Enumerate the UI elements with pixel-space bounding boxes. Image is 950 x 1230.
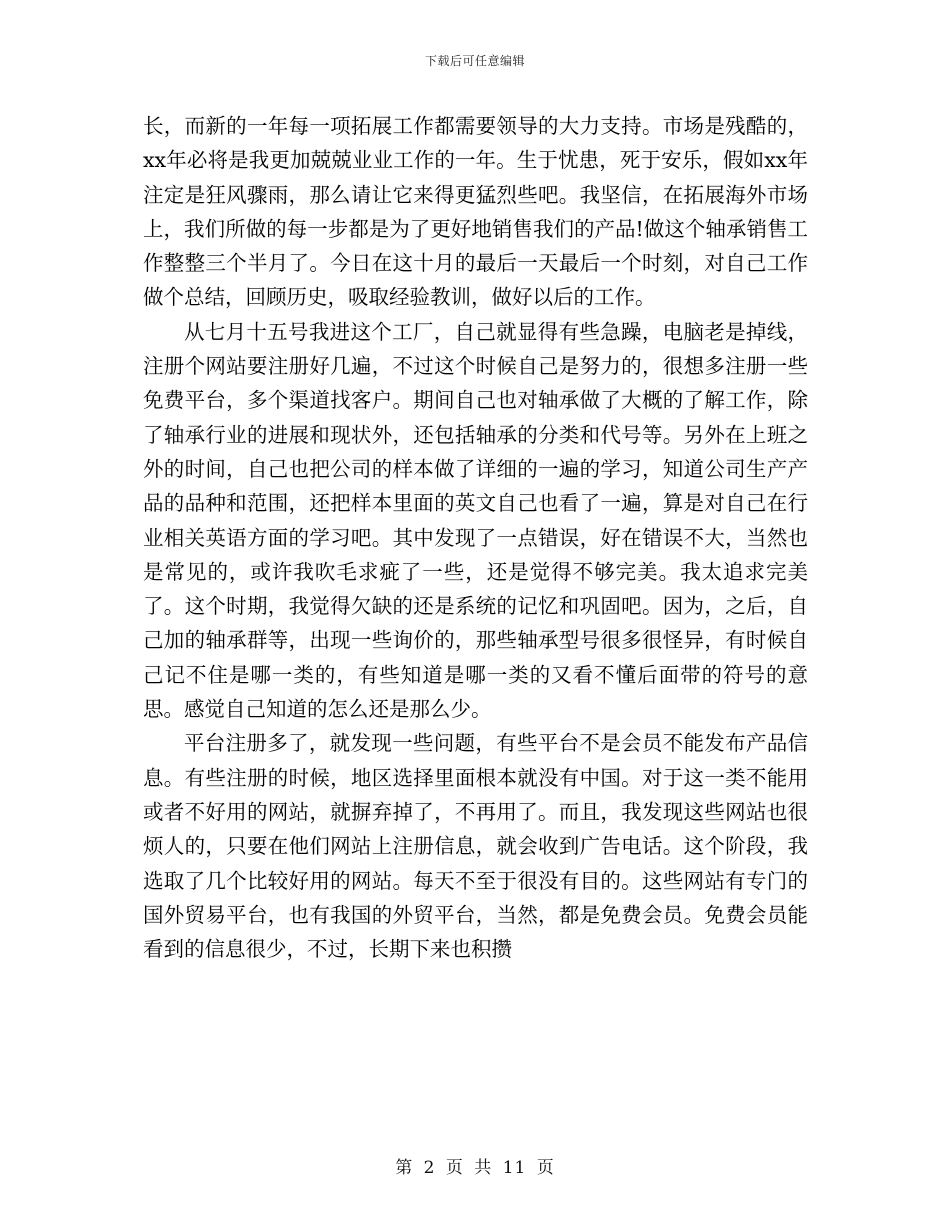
paragraph-2: 从七月十五号我进这个工厂，自己就显得有些急躁，电脑老是掉线，注册个网站要注册好几遍，不过这个时候自己是努力的，很想多注册一些免费平台，多个渠道找客户。期间自己也对轴承做了大概的了解工作，除了轴承行业的进展和现状外，还包括轴承的分类和代号等。另外在上班之外的时间，自己也把公司的样本做了详细的一遍的学习，知道公司生产产品的品种和范围，还把样本里面的英文自己也看了一遍，算是对自己在行业相关英语方面的学习吧。其中发现了一点错误，好在错误不大，当然也是常见的，或许我吹毛求疵了一些，还是觉得不够完美。我太追求完美了。这个时期，我觉得欠缺的还是系统的记忆和巩固吧。因为，之后，自己加的轴承群等，出现一些询价的，那些轴承型号很多很怪异，有时候自己记不住是哪一类的，有些知道是哪一类的又看不懂后面带的符号的意思。感觉自己知道的怎么还是那么少。 <box>143 319 808 722</box>
document-body <box>143 109 808 966</box>
paragraph-3: 平台注册多了，就发现一些问题，有些平台不是会员不能发布产品信息。有些注册的时候，地区选择里面根本就没有中国。对于这一类不能用或者不好用的网站，就摒弃掉了，不再用了。而且，我发现这些网站也很烦人的，只要在他们网站上注册信息，就会收到广告电话。这个阶段，我选取了几个比较好用的网站。每天不至于很没有目的。这些网站有专门的国外贸易平台，也有我国的外贸平台，当然，都是免费会员。免费会员能看到的信息很少，不过，长期下来也积攒 <box>143 731 808 962</box>
paragraph-1: 长，而新的一年每一项拓展工作都需要领导的大力支持。市场是残酷的，xx年必将是我更加兢兢业业工作的一年。生于忧患，死于安乐，假如xx年注定是狂风骤雨，那么请让它来得更猛烈些吧。我坚信，在拓展海外市场上，我们所做的每一步都是为了更好地销售我们的产品!做这个轴承销售工作整整三个半月了。今日在这十月的最后一天最后一个时刻，对自己工作做个总结，回顾历史，吸取经验教训，做好以后的工作。 <box>143 114 808 310</box>
page-header-note: 下载后可任意编辑 <box>424 54 525 68</box>
page-number-footer: 第 2 页 共 11 页 <box>395 1158 555 1178</box>
